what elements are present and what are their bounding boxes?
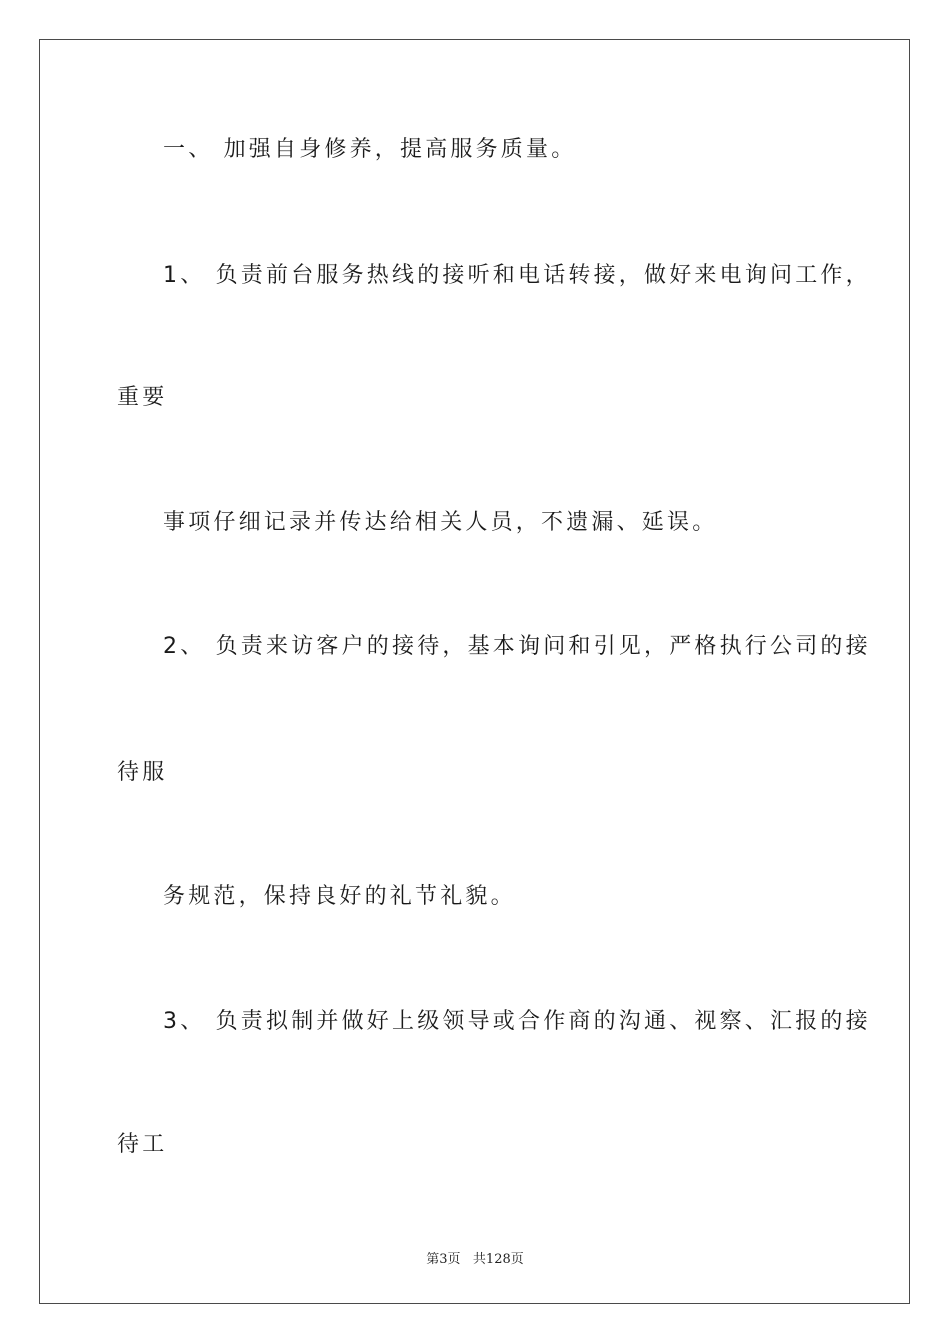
paragraph-line: 待服 bbox=[117, 760, 168, 785]
paragraph-line: 3、 负责拟制并做好上级领导或合作商的沟通、视察、汇报的接 bbox=[163, 1009, 871, 1034]
paragraph-line: 2、 负责来访客户的接待，基本询问和引见，严格执行公司的接 bbox=[163, 634, 871, 659]
paragraph-line: 1、 负责前台服务热线的接听和电话转接，做好来电询问工作， bbox=[163, 263, 871, 288]
section-heading: 一、 加强自身修养，提高服务质量。 bbox=[163, 137, 577, 162]
paragraph-line: 事项仔细记录并传达给相关人员，不遗漏、延误。 bbox=[163, 510, 718, 535]
paragraph-line: 待工 bbox=[117, 1132, 168, 1157]
page-border bbox=[39, 39, 910, 1304]
page-number-footer: 第3页 共128页 bbox=[426, 1252, 524, 1267]
paragraph-line: 务规范，保持良好的礼节礼貌。 bbox=[163, 884, 516, 909]
paragraph-line: 重要 bbox=[117, 385, 168, 410]
